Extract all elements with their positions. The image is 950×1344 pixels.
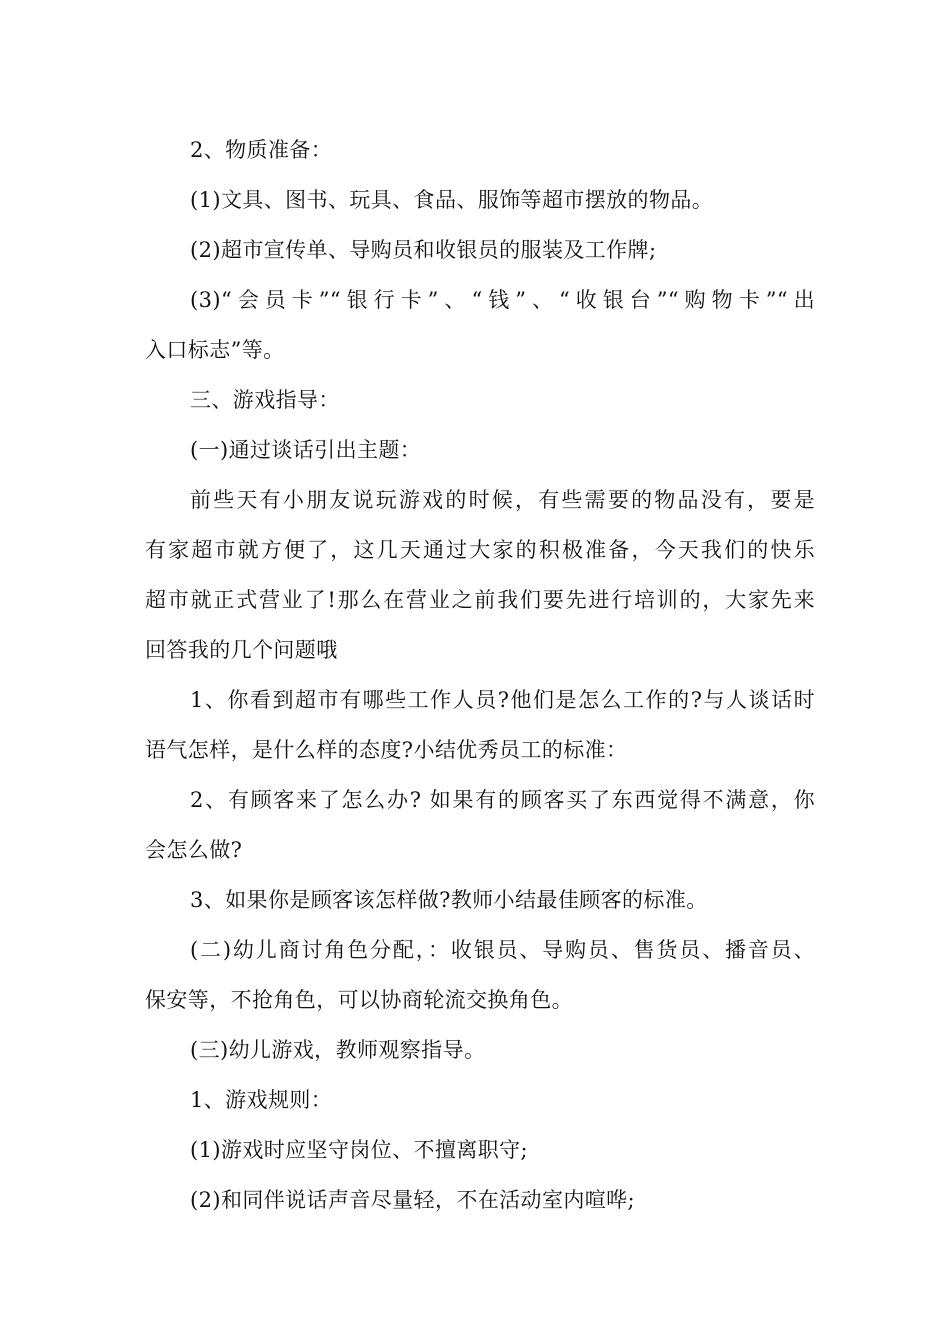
question-item-1-continued: 语气怎样，是什么样的态度?小结优秀员工的标准：	[145, 738, 628, 762]
material-item-1: (1)文具、图书、玩具、食品、服饰等超市摆放的物品。	[190, 188, 714, 212]
subsection-heading-3: (三)幼儿游戏，教师观察指导。	[190, 1038, 486, 1062]
section-heading-materials: 2、物质准备：	[190, 138, 333, 162]
question-item-2: 2、有顾客来了怎么办? 如果有的顾客买了东西觉得不满意，你	[190, 788, 815, 812]
question-item-3: 3、如果你是顾客该怎样做?教师小结最佳顾客的标准。	[190, 888, 708, 912]
paragraph-line: 前些天有小朋友说玩游戏的时候，有些需要的物品没有，要是	[190, 488, 815, 512]
material-item-2: (2)超市宣传单、导购员和收银员的服装及工作牌;	[190, 238, 657, 262]
paragraph-line: 回答我的几个问题哦	[145, 638, 338, 662]
subsection-heading-1: (一)通过谈话引出主题：	[190, 438, 422, 462]
rules-heading: 1、游戏规则：	[190, 1088, 333, 1112]
paragraph-line: 有家超市就方便了，这几天通过大家的积极准备，今天我们的快乐	[145, 538, 815, 562]
section-heading-guidance: 三、游戏指导：	[190, 388, 340, 412]
material-item-3: (3)“会员卡”“银行卡”、“钱”、“收银台”“购物卡”“出	[190, 288, 815, 312]
paragraph-line: 超市就正式营业了!那么在营业之前我们要先进行培训的，大家先来	[145, 588, 815, 612]
subsection-heading-2-continued: 保安等，不抢角色，可以协商轮流交换角色。	[145, 988, 573, 1012]
rule-item-1: (1)游戏时应坚守岗位、不擅离职守;	[190, 1138, 529, 1162]
subsection-heading-2: (二)幼儿商讨角色分配，：收银员、导购员、售货员、播音员、	[190, 938, 815, 962]
rule-item-2: (2)和同伴说话声音尽量轻，不在活动室内喧哗;	[190, 1188, 636, 1212]
question-item-2-continued: 会怎么做?	[145, 838, 243, 862]
question-item-1: 1、你看到超市有哪些工作人员?他们是怎么工作的?与人谈话时	[190, 688, 815, 712]
material-item-3-continued: 入口标志”等。	[145, 338, 285, 362]
